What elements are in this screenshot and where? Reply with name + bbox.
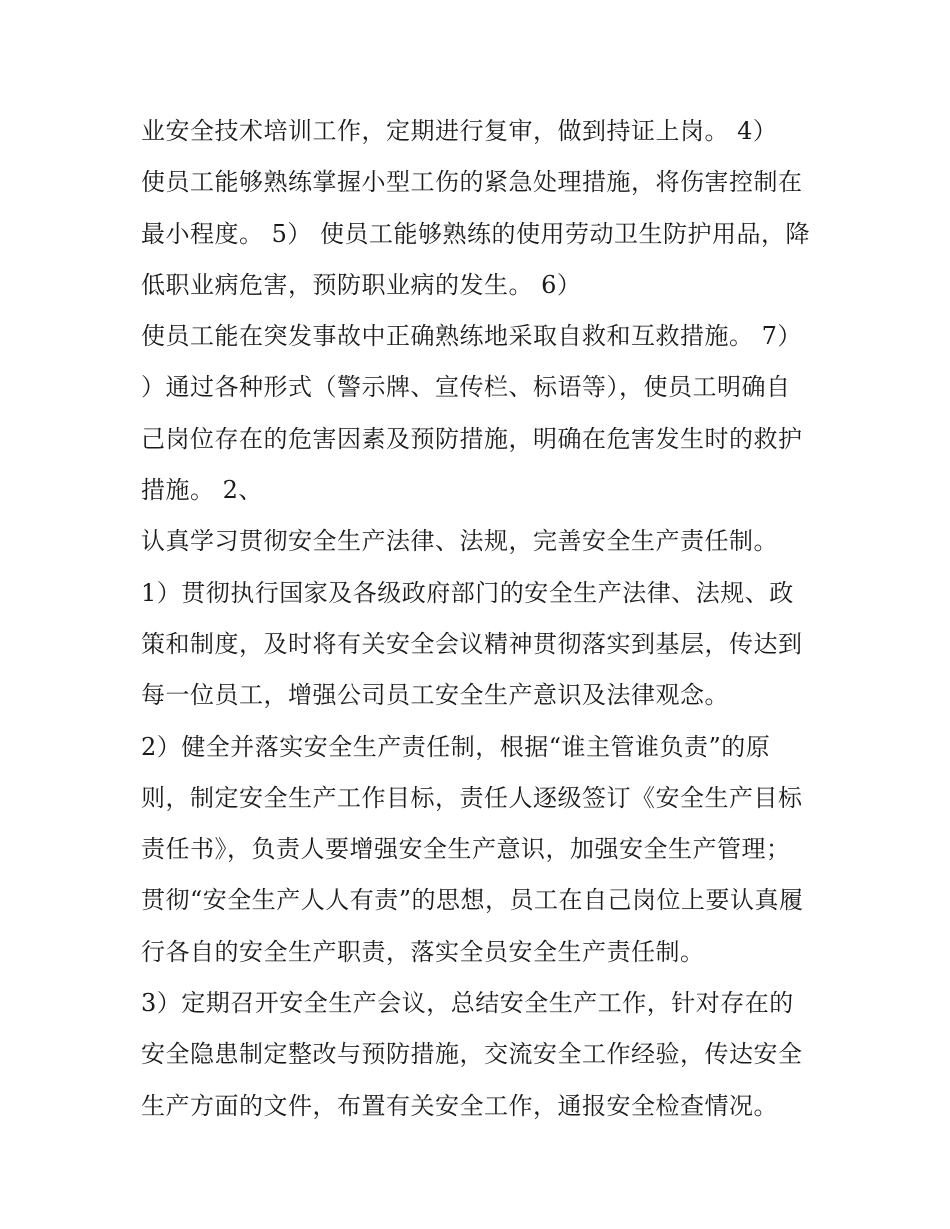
text-line: 低职业病危害，预防职业病的发生。 6） xyxy=(141,270,582,299)
text-line: 贯彻“安全生产人人有责”的思想，员工在自己岗位上要认真履 xyxy=(141,886,804,915)
text-line: 己岗位存在的危害因素及预防措施，明确在危害发生时的救护 xyxy=(141,424,803,453)
text-line: 使员工能够熟练掌握小型工伤的紧急处理措施，将伤害控制在 xyxy=(141,168,803,197)
text-line: 措施。 2、 xyxy=(141,476,263,505)
text-line: 3）定期召开安全生产会议，总结安全生产工作，针对存在的 xyxy=(141,989,794,1018)
text-line: 策和制度，及时将有关安全会议精神贯彻落实到基层，传达到 xyxy=(141,629,803,658)
text-line: 则，制定安全生产工作目标，责任人逐级签订《安全生产目标 xyxy=(141,783,803,812)
text-line: 认真学习贯彻安全生产法律、法规，完善安全生产责任制。 xyxy=(141,527,778,556)
text-line: 业安全技术培训工作，定期进行复审，做到持证上岗。 4） xyxy=(141,117,778,145)
text-line: 最小程度。 5） 使员工能够熟练的使用劳动卫生防护用品，降 xyxy=(141,219,811,248)
body-text xyxy=(141,106,821,1132)
text-line: ）通过各种形式（警示牌、宣传栏、标语等），使员工明确自 xyxy=(141,373,791,402)
text-line: 2）健全并落实安全生产责任制，根据“谁主管谁负责”的原 xyxy=(141,732,771,761)
text-line: 责任书》，负责人要增强安全生产意识，加强安全生产管理； xyxy=(141,835,791,864)
text-line: 生产方面的文件，布置有关安全工作，通报安全检查情况。 xyxy=(141,1091,778,1120)
text-line: 每一位员工，增强公司员工安全生产意识及法律观念。 xyxy=(141,681,729,710)
text-line: 使员工能在突发事故中正确熟练地采取自救和互救措施。 7） xyxy=(141,322,802,351)
text-line: 安全隐患制定整改与预防措施，交流安全工作经验，传达安全 xyxy=(141,1040,803,1069)
text-line: 行各自的安全生产职责，落实全员安全生产责任制。 xyxy=(141,937,705,966)
text-line: 1）贯彻执行国家及各级政府部门的安全生产法律、法规、政 xyxy=(141,578,794,607)
